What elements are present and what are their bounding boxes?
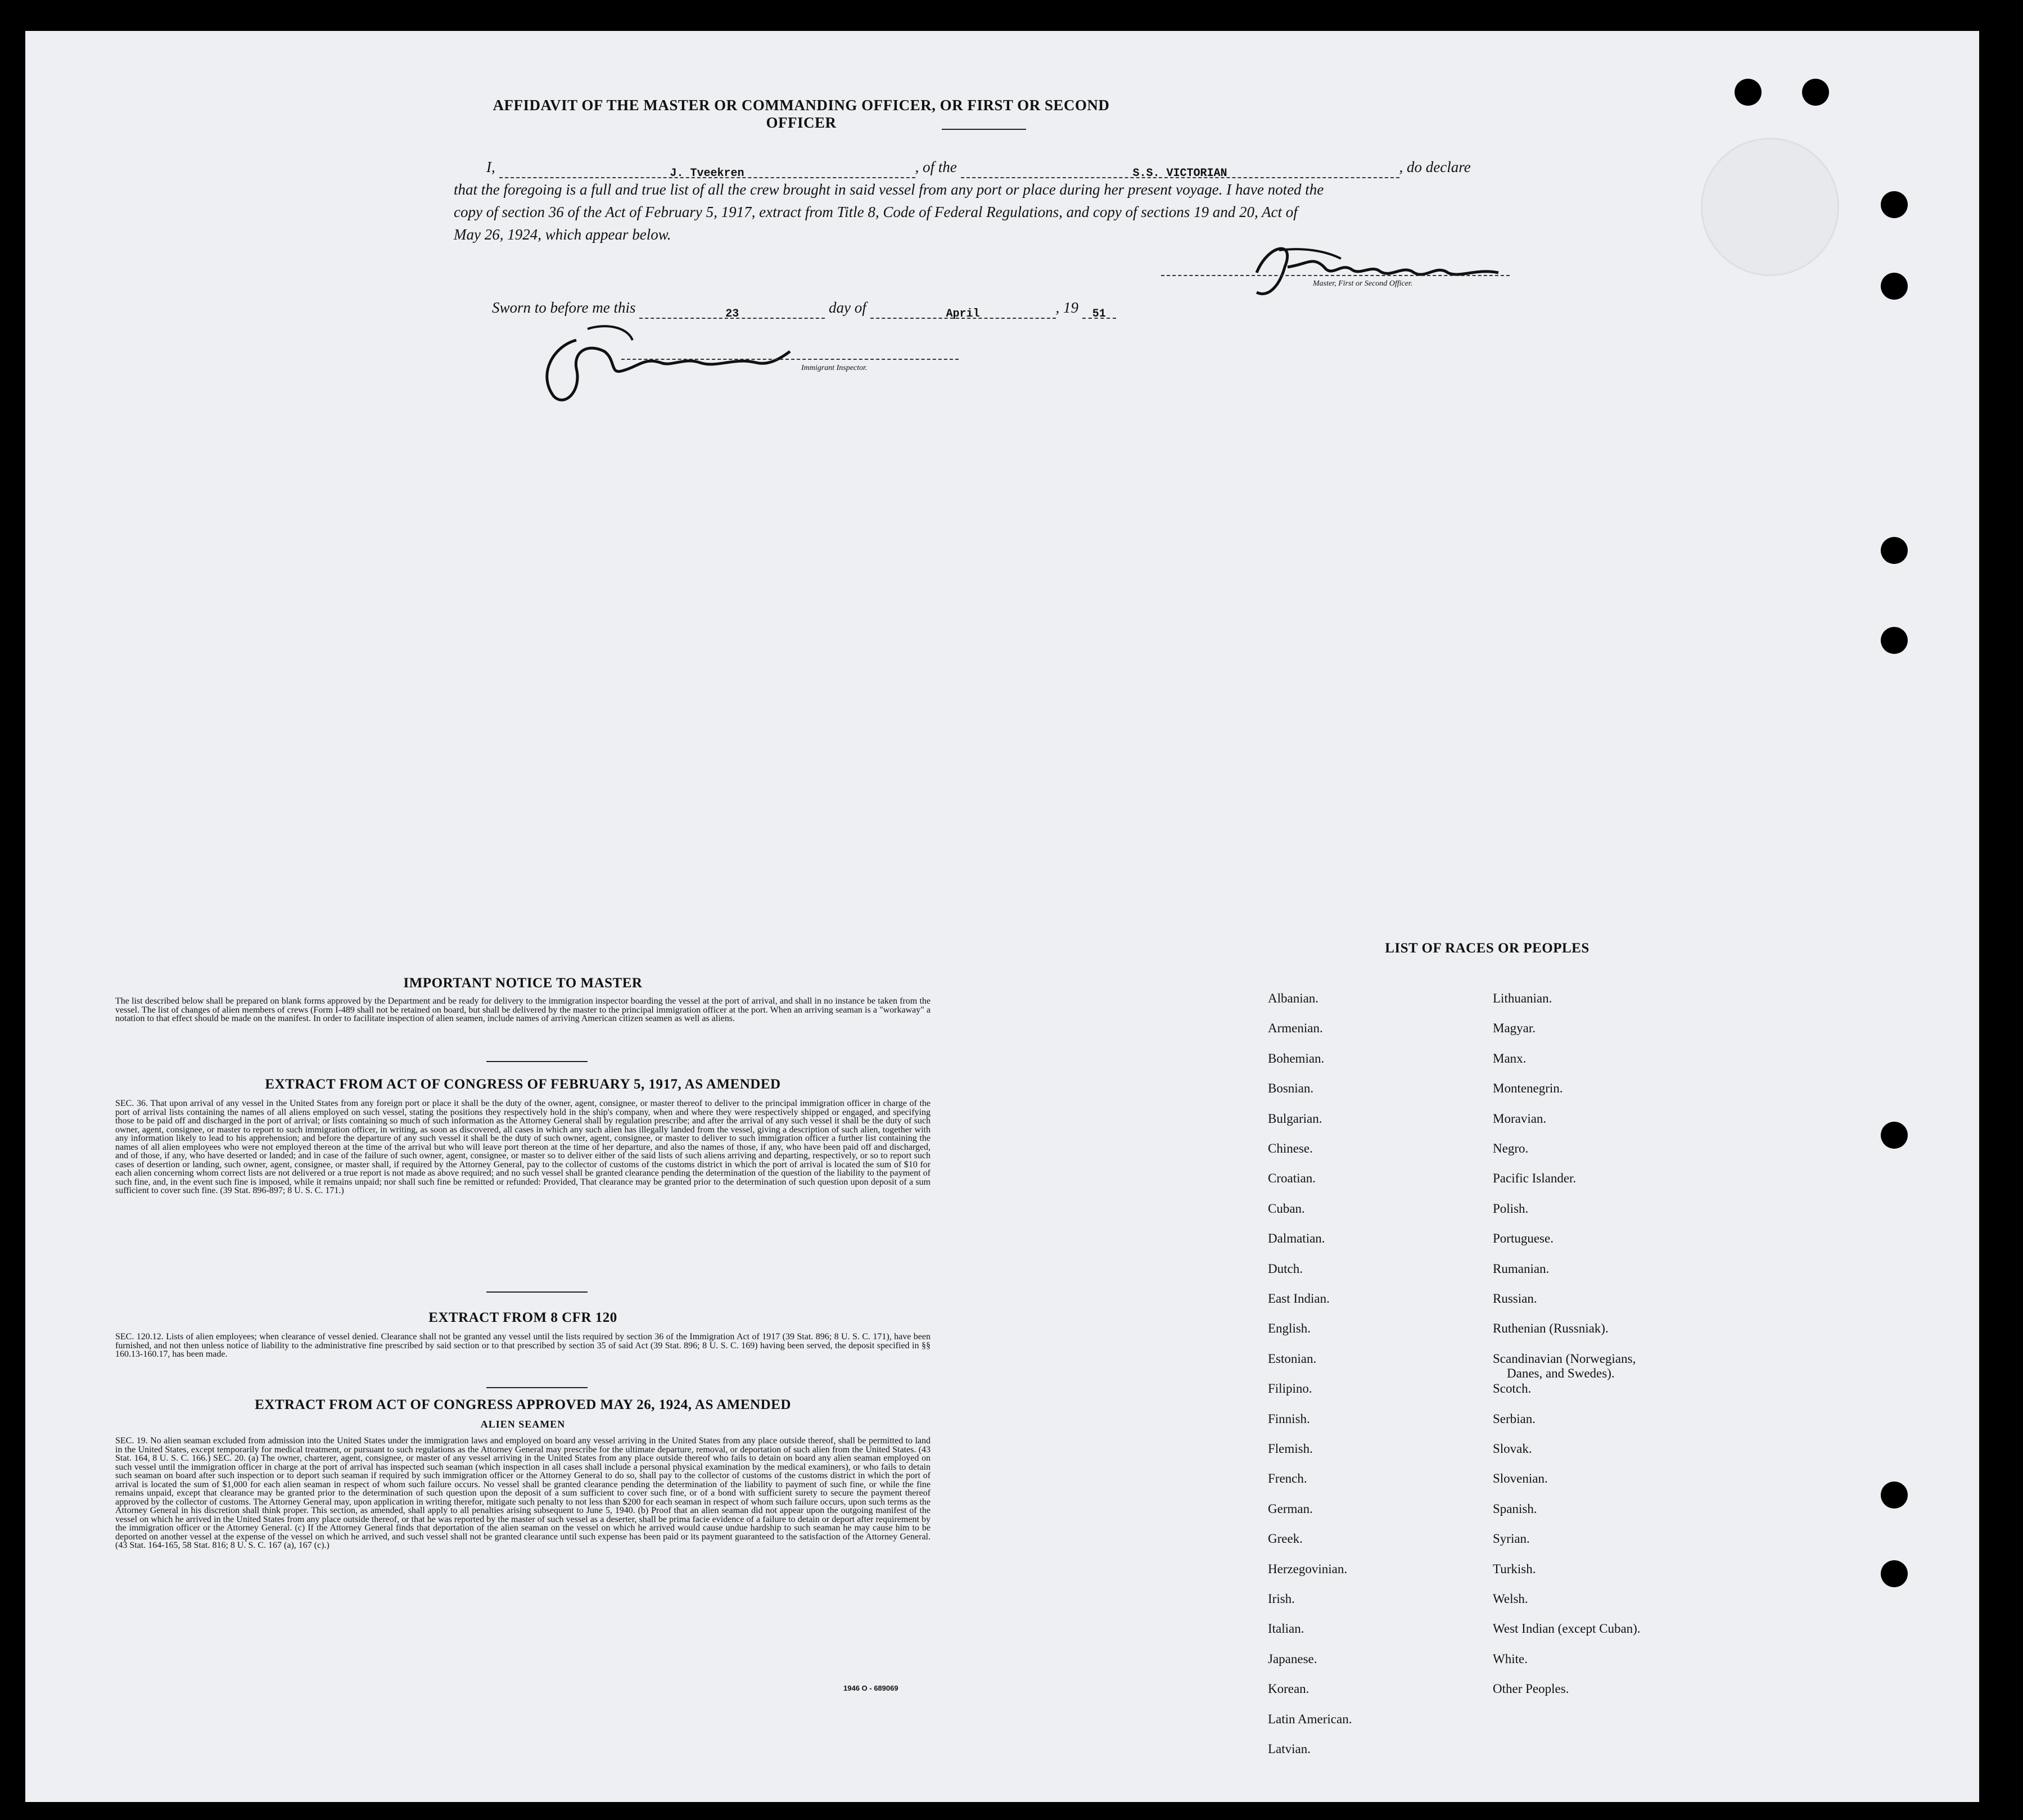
race-left-item: East Indian. [1268, 1291, 1330, 1306]
vessel-name-field[interactable]: S.S. VICTORIAN [961, 162, 1399, 178]
punch-hole [1881, 1560, 1908, 1587]
race-right-item: Lithuanian. [1493, 991, 1552, 1005]
declaration-line-3: copy of section 36 of the Act of February 5, 1917, extract from Title 8, Code of Federal Regulations, and copy of sections 19 and 20, Act of [454, 204, 1298, 220]
affidavit-page [25, 31, 1979, 1802]
year-prefix: , 19 [1055, 299, 1078, 316]
races-title: LIST OF RACES OR PEOPLES [1385, 941, 1590, 956]
master-name-field[interactable]: J. Tveekren [499, 162, 915, 178]
race-left-item: Armenian. [1268, 1021, 1323, 1036]
race-right-item: Serbian. [1493, 1411, 1536, 1426]
sworn-line [492, 296, 1279, 319]
race-left-item: Irish. [1268, 1592, 1295, 1606]
embossed-seal [1701, 138, 1839, 276]
punch-hole [1881, 1482, 1908, 1509]
declaration-line-4: May 26, 1924, which appear below. [454, 226, 671, 243]
inspector-signature-line [621, 359, 959, 360]
race-right-item: Polish. [1493, 1201, 1529, 1216]
race-right-item: Montenegrin. [1493, 1081, 1563, 1096]
extract-1917-rule [486, 1291, 588, 1293]
master-caption: Master, First or Second Officer. [1313, 279, 1413, 288]
extract-cfr-text: SEC. 120.12. Lists of alien employees; when clearance of vessel denied. Clearance shall not be granted any vessel until the lists required by section 36 of the Immigration Act of 1917 (39 Stat. 896; 8 U. S. C. 171), have been furnished, and not then unless notice of liability to the administrative fine prescribed by said section or to that prescribed by section 35 of said Act (39 Stat. 896; 8 U. S. C. 169) having been served, the deposit specified in §§ 160.13-160.17, has been made. [115, 1332, 931, 1359]
day-of-label: day of [829, 299, 866, 316]
race-right-item: Moravian. [1493, 1111, 1547, 1126]
race-right-item: Magyar. [1493, 1021, 1536, 1036]
race-left-item: Latin American. [1268, 1711, 1352, 1726]
race-left-item: Herzegovinian. [1268, 1561, 1348, 1576]
race-left-item: English. [1268, 1321, 1311, 1336]
master-signature-line [1161, 275, 1510, 276]
notice-title: IMPORTANT NOTICE TO MASTER [403, 976, 643, 991]
race-right-item: Manx. [1493, 1051, 1527, 1065]
sworn-month-field[interactable]: April [870, 303, 1056, 319]
punch-hole [1802, 79, 1829, 106]
do-declare-label: , do declare [1399, 159, 1471, 175]
race-left-item: German. [1268, 1501, 1313, 1516]
race-left-item: Latvian. [1268, 1742, 1311, 1756]
i-label: I, [486, 159, 495, 175]
race-left-item: Korean. [1268, 1682, 1309, 1696]
race-right-item: Slovenian. [1493, 1471, 1548, 1486]
race-left-item: Greek. [1268, 1532, 1303, 1546]
master-signature [1234, 233, 1527, 306]
print-code: 1946 O - 689069 [843, 1684, 898, 1692]
inspector-signature [531, 318, 801, 413]
inspector-caption: Immigrant Inspector. [801, 364, 868, 372]
race-left-item: French. [1268, 1471, 1307, 1486]
extract-1917-text: SEC. 36. That upon arrival of any vessel in the United States from any foreign port or place it shall be the duty of the owner, agent, consignee, or master thereof to deliver to the principal immigration officer in charge of the port of arrival lists containing the names of all aliens employed on such vessel, stating the positions they respectively hold in the ship's company, when and where they were respectively shipped or engaged, and specifying those to be paid off and discharged in the port of arrival; or lists containing so much of such information as the Attorney General shall by regulation prescribe; and after the arrival of any such vessel it shall be the duty of such owner, agent, consignee, or master to report to such immigration officer, in writing, as soon as discovered, all cases in which any such alien has illegally landed from the vessel, giving a description of such alien, together with any information likely to lead to his apprehension; and before the departure of any such vessel it shall be the duty of such owner, agent, consignee, or master to deliver to such immigration officer a further list containing the names of all alien employees who were not employed thereon at the time of the arrival but who will leave port thereon at the time of her departure, and also the names of those, if any, who have been paid off and discharged, and of those, if any, who have deserted or landed; and in case of the failure of such owner, agent, consignee, or master so to deliver either of the said lists of such aliens arriving and departing, respectively, or so to report such cases of desertion or landing, such owner, agent, consignee, or master shall, if required by the Attorney General, pay to the collector of customs of the customs district in which the port of arrival is located the sum of $10 for each alien concerning whom correct lists are not delivered or a true report is not made as above required; and no such vessel shall be granted clearance pending the determination of the question of the liability to the payment of such fine, and, in the event such fine is imposed, while it remains unpaid; nor shall such fine be remitted or refunded: Provided, That clearance may be granted prior to the determination of such question upon deposit of a sum sufficient to cover such fine. (39 Stat. 896-897; 8 U. S. C. 171.) [115, 1099, 931, 1195]
race-left-item: Bulgarian. [1268, 1111, 1322, 1126]
race-left-item: Croatian. [1268, 1171, 1316, 1186]
declaration-line-1 [486, 156, 1555, 178]
declaration-line-2: that the foregoing is a full and true list of all the crew brought in said vessel from any port or place during her present voyage. I have noted the [454, 181, 1324, 198]
race-right-item: White. [1493, 1651, 1528, 1666]
race-left-item: Estonian. [1268, 1351, 1317, 1366]
punch-hole [1881, 191, 1908, 218]
punch-hole [1881, 273, 1908, 300]
race-right-item: Rumanian. [1493, 1261, 1550, 1276]
punch-hole [1881, 537, 1908, 564]
race-left-item: Flemish. [1268, 1442, 1313, 1456]
extract-1917-title: EXTRACT FROM ACT OF CONGRESS OF FEBRUARY 5, 1917, AS AMENDED [265, 1077, 781, 1092]
sworn-day-field[interactable]: 23 [639, 303, 825, 319]
extract-cfr-title: EXTRACT FROM 8 CFR 120 [428, 1310, 617, 1325]
punch-hole [1881, 1122, 1908, 1149]
race-right-item: Scandinavian (Norwegians, [1493, 1351, 1636, 1366]
extract-1924-text: SEC. 19. No alien seaman excluded from admission into the United States under the immigration laws and employed on board any vessel arriving in the United States from any place outside thereof, shall be permitted to land in the United States, except temporarily for medical treatment, or pursuant to such regulations as the Attorney General may prescribe for the ultimate departure, removal, or deportation of such alien from the United States. (43 Stat. 164, 8 U. S. C. 166.) SEC. 20. (a) The owner, charterer, agent, consignee, or master of any vessel arriving in the United States from any place outside thereof who fails to detain on board any alien seaman employed on such vessel until the immigration officer in charge at the port of arrival has inspected such seaman (which inspection in all cases shall include a personal physical examination by the medical examiners), or who fails to detain such seaman on board after such inspection or to deport such seaman if required by such immigration officer or the Attorney General to do so, shall pay to the collector of customs of the customs district in which the port of arrival is located the sum of $1,000 for each alien seaman in respect of whom such failure occurs. No vessel shall be granted clearance pending the determination of the liability to payment of such fine, or while the fine remains unpaid, except that clearance may be granted prior to the determination of such question upon the deposit of a sum sufficient to cover such fine, or of a bond with sufficient surety to secure the payment thereof approved by the collector of customs. The Attorney General may, upon application in writing therefor, mitigate such penalty to not less than $200 for each seaman in respect of whom such failure occurs, upon such terms as the Attorney General in his discretion shall think proper. This section, as amended, shall apply to all penalties arising subsequent to June 5, 1940. (b) Proof that an alien seaman did not appear upon the outgoing manifest of the vessel on which he arrived in the United States from any place outside thereof, or that he was reported by the master of such vessel as a deserter, shall be prima facie evidence of a failure to detain or deport after requirement by the immigration officer or the Attorney General. (c) If the Attorney General finds that deportation of the alien seaman on the vessel on which he arrived would cause undue hardship to such seaman he may cause him to be deported on another vessel at the expense of the vessel on which he arrived, and such vessel shall not be granted clearance until such expense has been paid or its payment guaranteed to the satisfaction of the Attorney General. (43 Stat. 164-165, 58 Stat. 816; 8 U. S. C. 167 (a), 167 (c).) [115, 1436, 931, 1550]
race-right-item: Other Peoples. [1493, 1682, 1569, 1696]
race-left-item: Italian. [1268, 1622, 1304, 1636]
race-right-item: Scotch. [1493, 1381, 1532, 1396]
sworn-label: Sworn to before me this [492, 299, 636, 316]
punch-hole [1881, 627, 1908, 654]
notice-text: The list described below shall be prepared on blank forms approved by the Department and be ready for delivery to the immigration inspector boarding the vessel at the port of arrival, and shall in no instance be taken from the vessel. The list of changes of alien members of crews (Form I-489 shall not be retained on board, but shall be delivered by the master to the principal immigration officer at the port. When an arriving seaman is a "workaway" a notation to that effect should be made on the manifest. In order to facilitate inspection of alien seamen, include names of arriving American citizen seamen as well as aliens. [115, 996, 931, 1023]
race-left-item: Finnish. [1268, 1411, 1310, 1426]
extract-1924-title: EXTRACT FROM ACT OF CONGRESS APPROVED MAY 26, 1924, AS AMENDED [255, 1397, 791, 1412]
race-left-item: Bohemian. [1268, 1051, 1325, 1065]
race-right-item: West Indian (except Cuban). [1493, 1622, 1641, 1636]
race-right-item: Russian. [1493, 1291, 1537, 1306]
race-left-item: Dalmatian. [1268, 1231, 1325, 1246]
race-left-item: Bosnian. [1268, 1081, 1314, 1096]
race-right-item: Negro. [1493, 1141, 1529, 1155]
race-right-item: Danes, and Swedes). [1507, 1366, 1615, 1380]
race-left-item: Cuban. [1268, 1201, 1305, 1216]
race-left-item: Dutch. [1268, 1261, 1303, 1276]
notice-rule [486, 1061, 588, 1062]
race-right-item: Syrian. [1493, 1532, 1530, 1546]
affidavit-title: AFFIDAVIT OF THE MASTER OR COMMANDING OFFICER, OR FIRST OR SECOND OFFICER [493, 97, 1110, 131]
race-right-item: Turkish. [1493, 1561, 1536, 1576]
race-left-item: Filipino. [1268, 1381, 1312, 1396]
extract-cfr-rule [486, 1387, 588, 1388]
race-right-item: Pacific Islander. [1493, 1171, 1577, 1186]
race-right-item: Portuguese. [1493, 1231, 1554, 1246]
of-the-label: , of the [915, 159, 957, 175]
title-rule [942, 129, 1026, 130]
race-left-item: Japanese. [1268, 1651, 1317, 1666]
race-right-item: Ruthenian (Russniak). [1493, 1321, 1609, 1336]
race-right-item: Slovak. [1493, 1442, 1532, 1456]
race-right-item: Spanish. [1493, 1501, 1537, 1516]
race-left-item: Chinese. [1268, 1141, 1313, 1155]
race-right-item: Welsh. [1493, 1592, 1528, 1606]
race-left-item: Albanian. [1268, 991, 1319, 1005]
sworn-year-field[interactable]: 51 [1082, 303, 1116, 319]
punch-hole [1735, 79, 1762, 106]
extract-1924-subtitle: ALIEN SEAMEN [480, 1419, 566, 1430]
